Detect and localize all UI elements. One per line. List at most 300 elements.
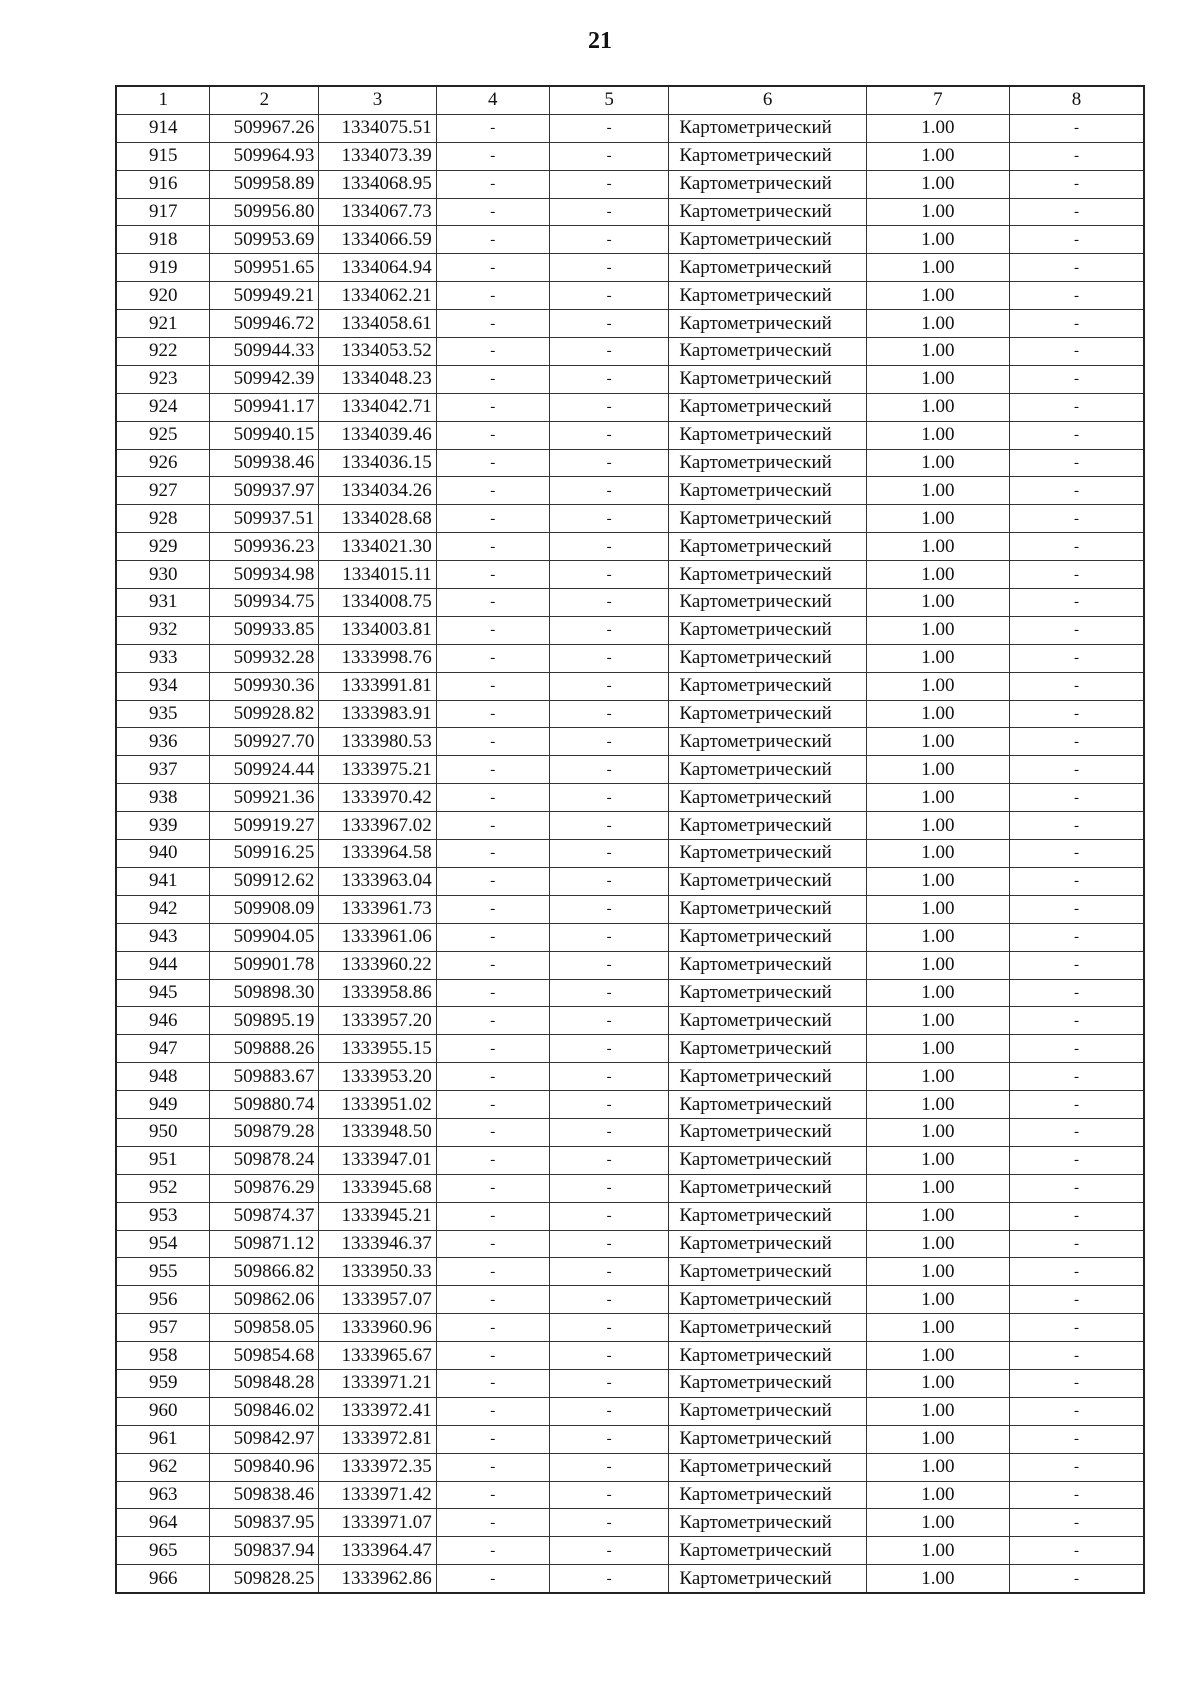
- col5-cell: -: [549, 338, 669, 366]
- method-cell: Картометрический: [669, 365, 866, 393]
- col5-cell: -: [549, 979, 669, 1007]
- point-number-cell: 964: [116, 1509, 210, 1537]
- method-cell: Картометрический: [669, 1091, 866, 1119]
- col8-cell: -: [1009, 310, 1144, 338]
- accuracy-cell: 1.00: [866, 477, 1009, 505]
- col5-cell: -: [549, 533, 669, 561]
- y-coordinate-cell: 1333972.35: [319, 1453, 436, 1481]
- col8-cell: -: [1009, 1174, 1144, 1202]
- table-row: [116, 1397, 1144, 1425]
- x-coordinate-cell: 509858.05: [210, 1314, 319, 1342]
- col5-cell: -: [549, 1174, 669, 1202]
- table-row: [116, 365, 1144, 393]
- accuracy-cell: 1.00: [866, 421, 1009, 449]
- col8-cell: -: [1009, 254, 1144, 282]
- col4-cell: -: [436, 505, 549, 533]
- col4-cell: -: [436, 1565, 549, 1593]
- x-coordinate-cell: 509958.89: [210, 170, 319, 198]
- col8-cell: -: [1009, 421, 1144, 449]
- col5-cell: -: [549, 1537, 669, 1565]
- accuracy-cell: 1.00: [866, 923, 1009, 951]
- table-row: [116, 1314, 1144, 1342]
- col5-cell: -: [549, 1397, 669, 1425]
- x-coordinate-cell: 509874.37: [210, 1202, 319, 1230]
- y-coordinate-cell: 1334003.81: [319, 616, 436, 644]
- col5-cell: -: [549, 1146, 669, 1174]
- table-row: [116, 561, 1144, 589]
- x-coordinate-cell: 509938.46: [210, 449, 319, 477]
- col4-cell: -: [436, 756, 549, 784]
- point-number-cell: 962: [116, 1453, 210, 1481]
- accuracy-cell: 1.00: [866, 1314, 1009, 1342]
- y-coordinate-cell: 1333960.22: [319, 951, 436, 979]
- col4-cell: -: [436, 170, 549, 198]
- method-cell: Картометрический: [669, 561, 866, 589]
- x-coordinate-cell: 509866.82: [210, 1258, 319, 1286]
- x-coordinate-cell: 509942.39: [210, 365, 319, 393]
- accuracy-cell: 1.00: [866, 728, 1009, 756]
- col8-cell: -: [1009, 784, 1144, 812]
- point-number-cell: 946: [116, 1007, 210, 1035]
- y-coordinate-cell: 1333980.53: [319, 728, 436, 756]
- col5-cell: -: [549, 1314, 669, 1342]
- col5-cell: -: [549, 1258, 669, 1286]
- col4-cell: -: [436, 393, 549, 421]
- x-coordinate-cell: 509876.29: [210, 1174, 319, 1202]
- x-coordinate-cell: 509944.33: [210, 338, 319, 366]
- column-header: 6: [669, 86, 866, 114]
- accuracy-cell: 1.00: [866, 1174, 1009, 1202]
- table-row: [116, 170, 1144, 198]
- col4-cell: -: [436, 1509, 549, 1537]
- table-row: [116, 812, 1144, 840]
- x-coordinate-cell: 509967.26: [210, 114, 319, 142]
- col8-cell: -: [1009, 170, 1144, 198]
- method-cell: Картометрический: [669, 895, 866, 923]
- method-cell: Картометрический: [669, 1230, 866, 1258]
- col8-cell: -: [1009, 979, 1144, 1007]
- point-number-cell: 933: [116, 644, 210, 672]
- method-cell: Картометрический: [669, 533, 866, 561]
- col4-cell: -: [436, 672, 549, 700]
- col8-cell: -: [1009, 1425, 1144, 1453]
- table-row: [116, 672, 1144, 700]
- y-coordinate-cell: 1334036.15: [319, 449, 436, 477]
- accuracy-cell: 1.00: [866, 1397, 1009, 1425]
- column-header: 4: [436, 86, 549, 114]
- x-coordinate-cell: 509924.44: [210, 756, 319, 784]
- point-number-cell: 917: [116, 198, 210, 226]
- col8-cell: -: [1009, 700, 1144, 728]
- table-row: [116, 1091, 1144, 1119]
- accuracy-cell: 1.00: [866, 170, 1009, 198]
- col5-cell: -: [549, 561, 669, 589]
- col5-cell: -: [549, 951, 669, 979]
- col8-cell: -: [1009, 1537, 1144, 1565]
- x-coordinate-cell: 509848.28: [210, 1369, 319, 1397]
- col8-cell: -: [1009, 226, 1144, 254]
- point-number-cell: 914: [116, 114, 210, 142]
- accuracy-cell: 1.00: [866, 784, 1009, 812]
- col4-cell: -: [436, 1425, 549, 1453]
- col8-cell: -: [1009, 282, 1144, 310]
- x-coordinate-cell: 509937.97: [210, 477, 319, 505]
- table-row: [116, 979, 1144, 1007]
- x-coordinate-cell: 509840.96: [210, 1453, 319, 1481]
- point-number-cell: 957: [116, 1314, 210, 1342]
- col5-cell: -: [549, 1118, 669, 1146]
- y-coordinate-cell: 1334064.94: [319, 254, 436, 282]
- col8-cell: -: [1009, 561, 1144, 589]
- y-coordinate-cell: 1334062.21: [319, 282, 436, 310]
- method-cell: Картометрический: [669, 1146, 866, 1174]
- x-coordinate-cell: 509933.85: [210, 616, 319, 644]
- y-coordinate-cell: 1333945.68: [319, 1174, 436, 1202]
- col4-cell: -: [436, 589, 549, 617]
- table-row: [116, 1425, 1144, 1453]
- col5-cell: -: [549, 1007, 669, 1035]
- method-cell: Картометрический: [669, 449, 866, 477]
- table-row: [116, 589, 1144, 617]
- table-row: [116, 1453, 1144, 1481]
- page-number: 21: [588, 28, 612, 54]
- col5-cell: -: [549, 1035, 669, 1063]
- point-number-cell: 925: [116, 421, 210, 449]
- col5-cell: -: [549, 393, 669, 421]
- point-number-cell: 947: [116, 1035, 210, 1063]
- x-coordinate-cell: 509898.30: [210, 979, 319, 1007]
- method-cell: Картометрический: [669, 840, 866, 868]
- accuracy-cell: 1.00: [866, 533, 1009, 561]
- accuracy-cell: 1.00: [866, 1342, 1009, 1370]
- point-number-cell: 920: [116, 282, 210, 310]
- x-coordinate-cell: 509941.17: [210, 393, 319, 421]
- col5-cell: -: [549, 421, 669, 449]
- col4-cell: -: [436, 561, 549, 589]
- col4-cell: -: [436, 840, 549, 868]
- col5-cell: -: [549, 1481, 669, 1509]
- table-row: [116, 644, 1144, 672]
- point-number-cell: 955: [116, 1258, 210, 1286]
- coordinates-table: [115, 85, 1145, 1594]
- method-cell: Картометрический: [669, 1314, 866, 1342]
- method-cell: Картометрический: [669, 951, 866, 979]
- y-coordinate-cell: 1333961.73: [319, 895, 436, 923]
- col8-cell: -: [1009, 1286, 1144, 1314]
- table-row: [116, 1007, 1144, 1035]
- accuracy-cell: 1.00: [866, 365, 1009, 393]
- point-number-cell: 940: [116, 840, 210, 868]
- table-row: [116, 1369, 1144, 1397]
- col8-cell: -: [1009, 393, 1144, 421]
- x-coordinate-cell: 509949.21: [210, 282, 319, 310]
- y-coordinate-cell: 1333964.47: [319, 1537, 436, 1565]
- point-number-cell: 921: [116, 310, 210, 338]
- col4-cell: -: [436, 1174, 549, 1202]
- y-coordinate-cell: 1334073.39: [319, 142, 436, 170]
- y-coordinate-cell: 1333946.37: [319, 1230, 436, 1258]
- point-number-cell: 944: [116, 951, 210, 979]
- x-coordinate-cell: 509936.23: [210, 533, 319, 561]
- col8-cell: -: [1009, 923, 1144, 951]
- y-coordinate-cell: 1333964.58: [319, 840, 436, 868]
- col4-cell: -: [436, 1035, 549, 1063]
- table-row: [116, 1286, 1144, 1314]
- col4-cell: -: [436, 644, 549, 672]
- point-number-cell: 952: [116, 1174, 210, 1202]
- col5-cell: -: [549, 1202, 669, 1230]
- col5-cell: -: [549, 170, 669, 198]
- col5-cell: -: [549, 1342, 669, 1370]
- y-coordinate-cell: 1334028.68: [319, 505, 436, 533]
- method-cell: Картометрический: [669, 1007, 866, 1035]
- point-number-cell: 932: [116, 616, 210, 644]
- y-coordinate-cell: 1333955.15: [319, 1035, 436, 1063]
- point-number-cell: 951: [116, 1146, 210, 1174]
- col4-cell: -: [436, 1258, 549, 1286]
- x-coordinate-cell: 509904.05: [210, 923, 319, 951]
- x-coordinate-cell: 509951.65: [210, 254, 319, 282]
- col4-cell: -: [436, 812, 549, 840]
- point-number-cell: 954: [116, 1230, 210, 1258]
- table-row: [116, 1230, 1144, 1258]
- col4-cell: -: [436, 114, 549, 142]
- point-number-cell: 956: [116, 1286, 210, 1314]
- col5-cell: -: [549, 1565, 669, 1593]
- col4-cell: -: [436, 1146, 549, 1174]
- col4-cell: -: [436, 1397, 549, 1425]
- col5-cell: -: [549, 1425, 669, 1453]
- table-row: [116, 1537, 1144, 1565]
- x-coordinate-cell: 509916.25: [210, 840, 319, 868]
- table-row: [116, 1063, 1144, 1091]
- method-cell: Картометрический: [669, 1174, 866, 1202]
- col5-cell: -: [549, 254, 669, 282]
- point-number-cell: 936: [116, 728, 210, 756]
- table-row: [116, 338, 1144, 366]
- accuracy-cell: 1.00: [866, 589, 1009, 617]
- col5-cell: -: [549, 812, 669, 840]
- y-coordinate-cell: 1333945.21: [319, 1202, 436, 1230]
- col4-cell: -: [436, 1453, 549, 1481]
- accuracy-cell: 1.00: [866, 1453, 1009, 1481]
- x-coordinate-cell: 509842.97: [210, 1425, 319, 1453]
- x-coordinate-cell: 509940.15: [210, 421, 319, 449]
- point-number-cell: 934: [116, 672, 210, 700]
- col8-cell: -: [1009, 198, 1144, 226]
- col5-cell: -: [549, 1091, 669, 1119]
- y-coordinate-cell: 1333962.86: [319, 1565, 436, 1593]
- point-number-cell: 915: [116, 142, 210, 170]
- y-coordinate-cell: 1333983.91: [319, 700, 436, 728]
- table-row: [116, 1118, 1144, 1146]
- point-number-cell: 937: [116, 756, 210, 784]
- accuracy-cell: 1.00: [866, 840, 1009, 868]
- table-row: [116, 477, 1144, 505]
- col5-cell: -: [549, 784, 669, 812]
- col4-cell: -: [436, 784, 549, 812]
- method-cell: Картометрический: [669, 867, 866, 895]
- table-row: [116, 198, 1144, 226]
- method-cell: Картометрический: [669, 1118, 866, 1146]
- point-number-cell: 963: [116, 1481, 210, 1509]
- method-cell: Картометрический: [669, 1202, 866, 1230]
- y-coordinate-cell: 1333957.07: [319, 1286, 436, 1314]
- column-header: 5: [549, 86, 669, 114]
- col8-cell: -: [1009, 1230, 1144, 1258]
- col8-cell: -: [1009, 1453, 1144, 1481]
- method-cell: Картометрический: [669, 1258, 866, 1286]
- y-coordinate-cell: 1334048.23: [319, 365, 436, 393]
- table-row: [116, 728, 1144, 756]
- table-row: [116, 1342, 1144, 1370]
- col8-cell: -: [1009, 505, 1144, 533]
- table-row: [116, 1174, 1144, 1202]
- point-number-cell: 958: [116, 1342, 210, 1370]
- y-coordinate-cell: 1333947.01: [319, 1146, 436, 1174]
- table-row: [116, 1202, 1144, 1230]
- method-cell: Картометрический: [669, 700, 866, 728]
- y-coordinate-cell: 1333991.81: [319, 672, 436, 700]
- column-header: 3: [319, 86, 436, 114]
- method-cell: Картометрический: [669, 1453, 866, 1481]
- col5-cell: -: [549, 589, 669, 617]
- x-coordinate-cell: 509928.82: [210, 700, 319, 728]
- accuracy-cell: 1.00: [866, 616, 1009, 644]
- table-row: [116, 840, 1144, 868]
- col4-cell: -: [436, 895, 549, 923]
- y-coordinate-cell: 1333970.42: [319, 784, 436, 812]
- point-number-cell: 949: [116, 1091, 210, 1119]
- col4-cell: -: [436, 1230, 549, 1258]
- point-number-cell: 959: [116, 1369, 210, 1397]
- accuracy-cell: 1.00: [866, 1091, 1009, 1119]
- y-coordinate-cell: 1334067.73: [319, 198, 436, 226]
- method-cell: Картометрический: [669, 114, 866, 142]
- col4-cell: -: [436, 867, 549, 895]
- accuracy-cell: 1.00: [866, 672, 1009, 700]
- col4-cell: -: [436, 1342, 549, 1370]
- accuracy-cell: 1.00: [866, 1146, 1009, 1174]
- y-coordinate-cell: 1334058.61: [319, 310, 436, 338]
- accuracy-cell: 1.00: [866, 449, 1009, 477]
- col5-cell: -: [549, 1286, 669, 1314]
- method-cell: Картометрический: [669, 1342, 866, 1370]
- accuracy-cell: 1.00: [866, 226, 1009, 254]
- col5-cell: -: [549, 114, 669, 142]
- method-cell: Картометрический: [669, 142, 866, 170]
- x-coordinate-cell: 509828.25: [210, 1565, 319, 1593]
- column-header: 1: [116, 86, 210, 114]
- col4-cell: -: [436, 700, 549, 728]
- col5-cell: -: [549, 700, 669, 728]
- method-cell: Картометрический: [669, 784, 866, 812]
- x-coordinate-cell: 509964.93: [210, 142, 319, 170]
- table-header-row: [116, 86, 1144, 114]
- point-number-cell: 939: [116, 812, 210, 840]
- col5-cell: -: [549, 644, 669, 672]
- col5-cell: -: [549, 449, 669, 477]
- method-cell: Картометрический: [669, 282, 866, 310]
- method-cell: Картометрический: [669, 979, 866, 1007]
- accuracy-cell: 1.00: [866, 1035, 1009, 1063]
- x-coordinate-cell: 509937.51: [210, 505, 319, 533]
- method-cell: Картометрический: [669, 505, 866, 533]
- col8-cell: -: [1009, 449, 1144, 477]
- y-coordinate-cell: 1334075.51: [319, 114, 436, 142]
- y-coordinate-cell: 1334008.75: [319, 589, 436, 617]
- method-cell: Картометрический: [669, 1397, 866, 1425]
- accuracy-cell: 1.00: [866, 505, 1009, 533]
- col4-cell: -: [436, 449, 549, 477]
- col8-cell: -: [1009, 951, 1144, 979]
- col5-cell: -: [549, 1509, 669, 1537]
- method-cell: Картометрический: [669, 1509, 866, 1537]
- accuracy-cell: 1.00: [866, 1481, 1009, 1509]
- accuracy-cell: 1.00: [866, 979, 1009, 1007]
- accuracy-cell: 1.00: [866, 867, 1009, 895]
- col4-cell: -: [436, 254, 549, 282]
- column-header: 8: [1009, 86, 1144, 114]
- table-row: [116, 1146, 1144, 1174]
- col4-cell: -: [436, 198, 549, 226]
- table-row: [116, 142, 1144, 170]
- y-coordinate-cell: 1333950.33: [319, 1258, 436, 1286]
- y-coordinate-cell: 1334068.95: [319, 170, 436, 198]
- y-coordinate-cell: 1334039.46: [319, 421, 436, 449]
- x-coordinate-cell: 509934.98: [210, 561, 319, 589]
- method-cell: Картометрический: [669, 393, 866, 421]
- y-coordinate-cell: 1334042.71: [319, 393, 436, 421]
- col4-cell: -: [436, 1481, 549, 1509]
- method-cell: Картометрический: [669, 310, 866, 338]
- accuracy-cell: 1.00: [866, 393, 1009, 421]
- y-coordinate-cell: 1333961.06: [319, 923, 436, 951]
- method-cell: Картометрический: [669, 1035, 866, 1063]
- point-number-cell: 943: [116, 923, 210, 951]
- x-coordinate-cell: 509846.02: [210, 1397, 319, 1425]
- table-row: [116, 1565, 1144, 1593]
- accuracy-cell: 1.00: [866, 1565, 1009, 1593]
- table-row: [116, 616, 1144, 644]
- point-number-cell: 919: [116, 254, 210, 282]
- col8-cell: -: [1009, 616, 1144, 644]
- accuracy-cell: 1.00: [866, 1118, 1009, 1146]
- point-number-cell: 935: [116, 700, 210, 728]
- y-coordinate-cell: 1333967.02: [319, 812, 436, 840]
- method-cell: Картометрический: [669, 728, 866, 756]
- point-number-cell: 926: [116, 449, 210, 477]
- point-number-cell: 941: [116, 867, 210, 895]
- col8-cell: -: [1009, 533, 1144, 561]
- col8-cell: -: [1009, 1369, 1144, 1397]
- col5-cell: -: [549, 310, 669, 338]
- col8-cell: -: [1009, 1509, 1144, 1537]
- point-number-cell: 948: [116, 1063, 210, 1091]
- x-coordinate-cell: 509927.70: [210, 728, 319, 756]
- col8-cell: -: [1009, 1342, 1144, 1370]
- x-coordinate-cell: 509953.69: [210, 226, 319, 254]
- col5-cell: -: [549, 756, 669, 784]
- y-coordinate-cell: 1334053.52: [319, 338, 436, 366]
- col8-cell: -: [1009, 867, 1144, 895]
- table-row: [116, 505, 1144, 533]
- col8-cell: -: [1009, 142, 1144, 170]
- col4-cell: -: [436, 533, 549, 561]
- x-coordinate-cell: 509878.24: [210, 1146, 319, 1174]
- table-row: [116, 310, 1144, 338]
- col8-cell: -: [1009, 1397, 1144, 1425]
